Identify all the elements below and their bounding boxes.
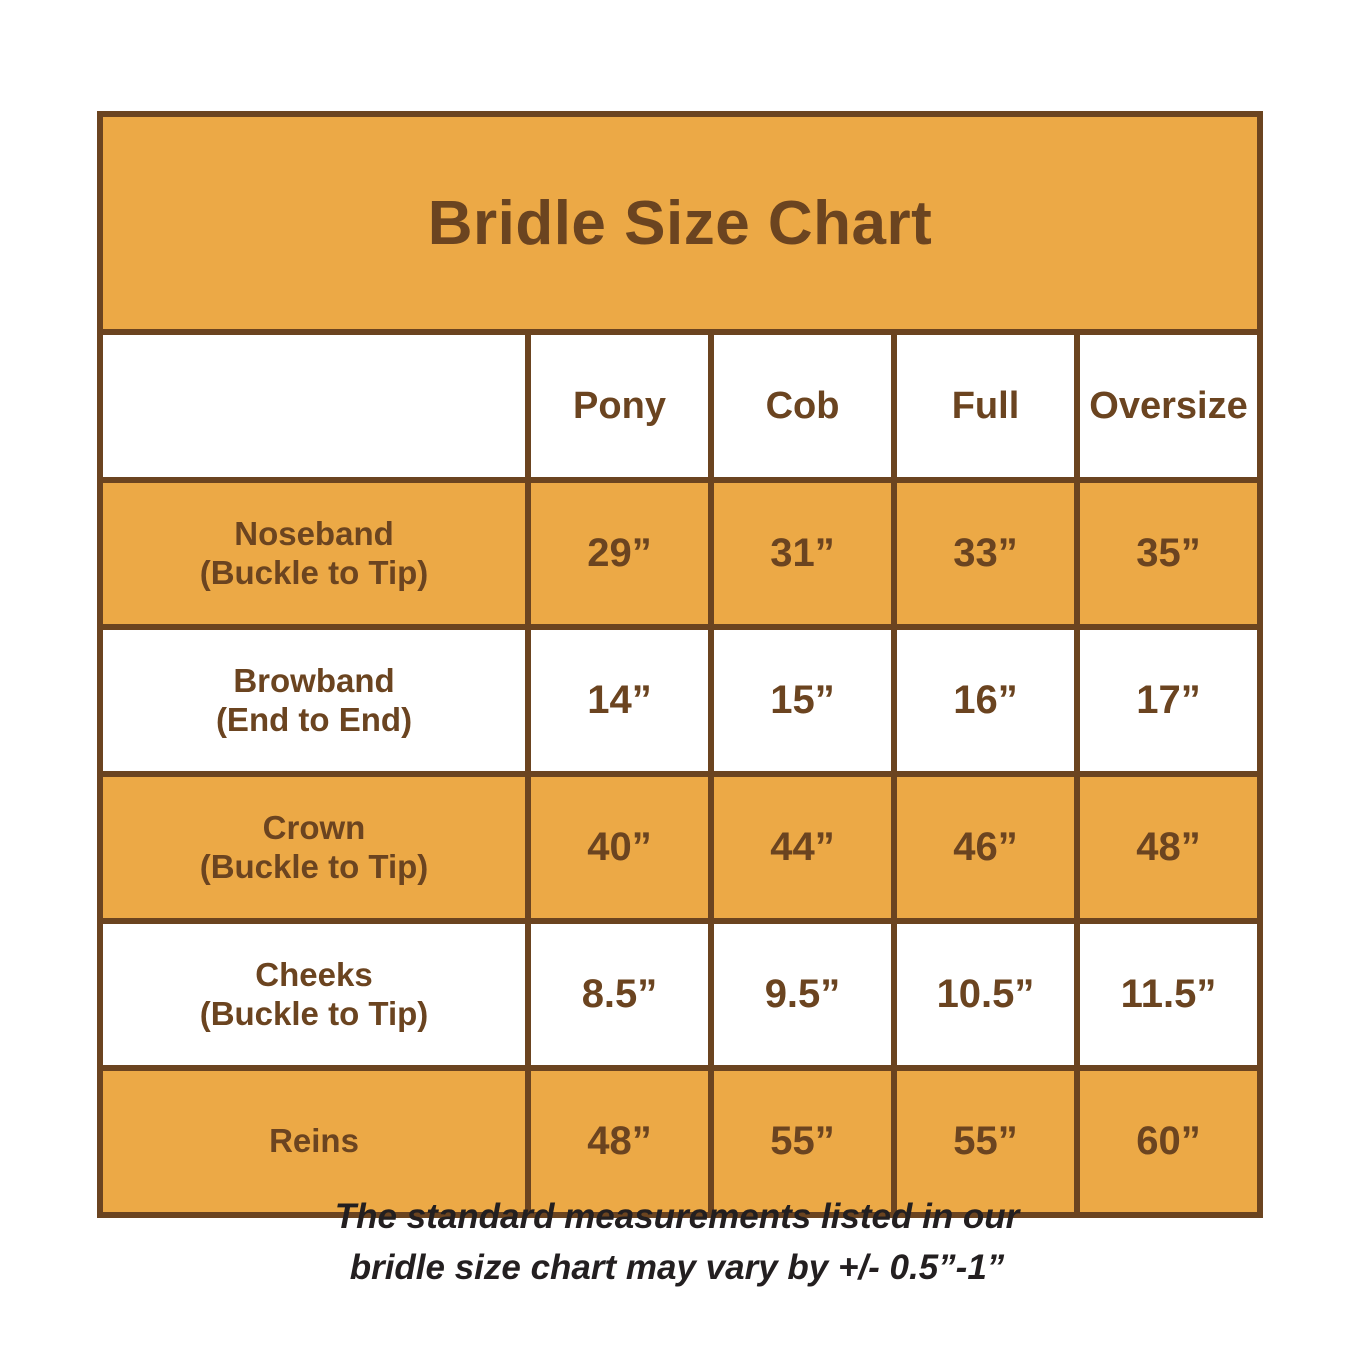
column-header-full: Full [894, 332, 1077, 480]
cell-noseband-full: 33” [894, 480, 1077, 627]
row-label-main: Browband [233, 661, 395, 699]
column-header-cob: Cob [711, 332, 894, 480]
cell-reins-cob: 55” [711, 1068, 894, 1215]
cell-cheeks-oversize: 11.5” [1077, 921, 1260, 1068]
table-row [100, 774, 1260, 921]
chart-footnote [0, 1192, 1354, 1294]
cell-crown-oversize: 48” [1077, 774, 1260, 921]
chart-title: Bridle Size Chart [100, 114, 1260, 332]
cell-cheeks-cob: 9.5” [711, 921, 894, 1068]
column-header-oversize: Oversize [1077, 332, 1260, 480]
cell-noseband-pony: 29” [528, 480, 711, 627]
row-label-sub: (Buckle to Tip) [199, 994, 429, 1032]
cell-crown-pony: 40” [528, 774, 711, 921]
footnote-line-1: The standard measurements listed in our [334, 1197, 1020, 1236]
cell-reins-full: 55” [894, 1068, 1077, 1215]
cell-browband-cob: 15” [711, 627, 894, 774]
corner-blank-cell [100, 332, 528, 480]
row-label-main: Reins [269, 1122, 359, 1160]
cell-cheeks-full: 10.5” [894, 921, 1077, 1068]
table-row [100, 480, 1260, 627]
row-label-sub: (Buckle to Tip) [199, 847, 429, 885]
cell-crown-cob: 44” [711, 774, 894, 921]
cell-noseband-cob: 31” [711, 480, 894, 627]
table-row [100, 627, 1260, 774]
cell-reins-pony: 48” [528, 1068, 711, 1215]
footnote-line-2: bridle size chart may vary by +/- 0.5”-1” [349, 1247, 1005, 1287]
cell-crown-full: 46” [894, 774, 1077, 921]
row-label-main: Cheeks [255, 955, 373, 993]
row-header-cheeks [100, 921, 528, 1068]
column-header-row [100, 332, 1260, 480]
column-header-pony: Pony [528, 332, 711, 480]
table-row [100, 921, 1260, 1068]
cell-browband-full: 16” [894, 627, 1077, 774]
row-label-sub: (End to End) [215, 700, 413, 738]
title-row [100, 114, 1260, 332]
cell-browband-oversize: 17” [1077, 627, 1260, 774]
size-chart-table [97, 111, 1263, 1218]
row-label-main: Noseband [234, 514, 394, 552]
row-label-main: Crown [262, 808, 366, 846]
row-header-crown [100, 774, 528, 921]
cell-browband-pony: 14” [528, 627, 711, 774]
row-label-sub: (Buckle to Tip) [199, 553, 429, 591]
cell-cheeks-pony: 8.5” [528, 921, 711, 1068]
cell-noseband-oversize: 35” [1077, 480, 1260, 627]
cell-reins-oversize: 60” [1077, 1068, 1260, 1215]
row-header-browband [100, 627, 528, 774]
row-header-noseband [100, 480, 528, 627]
size-chart-container [97, 111, 1257, 1218]
